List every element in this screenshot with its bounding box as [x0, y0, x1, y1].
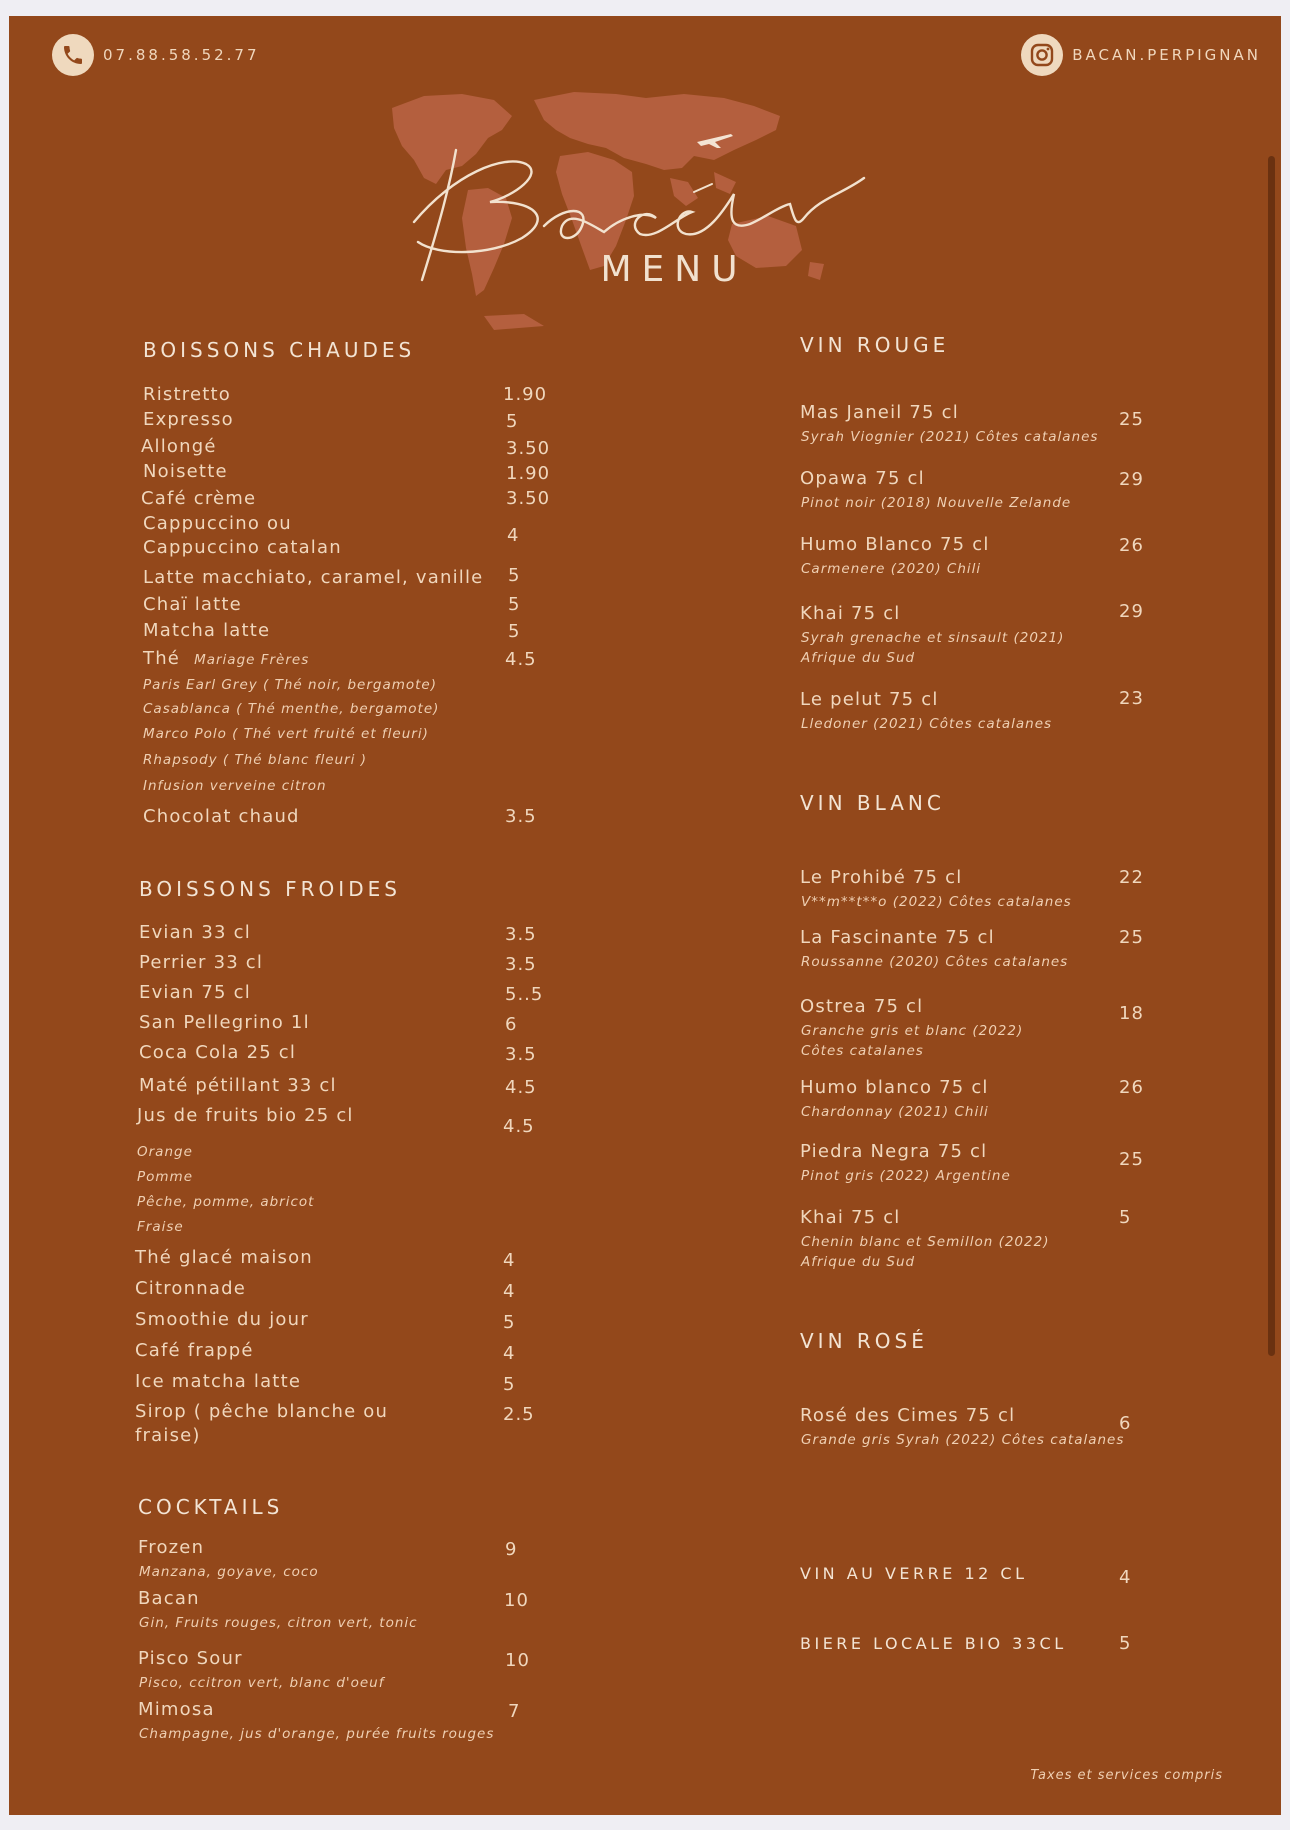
- menu-item: Noisette: [143, 461, 228, 482]
- menu-item: Smoothie du jour: [135, 1309, 309, 1330]
- heading-boissons-chaudes: BOISSONS CHAUDES: [143, 338, 416, 362]
- tea-variety: Casablanca ( Thé menthe, bergamote): [143, 701, 440, 717]
- wine-price: 6: [1119, 1413, 1132, 1434]
- menu-price: 4: [503, 1250, 516, 1271]
- wine-name: Khai 75 cl: [800, 603, 901, 624]
- wine-name: Rosé des Cimes 75 cl: [800, 1405, 1016, 1426]
- menu-item: Evian 75 cl: [139, 982, 251, 1003]
- wine-name: Opawa 75 cl: [800, 468, 925, 489]
- juice-flavor: Pêche, pomme, abricot: [137, 1194, 315, 1210]
- wine-name: Le Prohibé 75 cl: [800, 867, 963, 888]
- wine-price: 23: [1119, 688, 1144, 709]
- menu-item: Cappuccino ou: [143, 513, 292, 534]
- menu-price: 6: [505, 1014, 518, 1035]
- menu-item: Allongé: [141, 436, 217, 457]
- menu-price: 3.5: [505, 954, 537, 975]
- menu-price: 10: [505, 1650, 530, 1671]
- wine-name: Khai 75 cl: [800, 1207, 901, 1228]
- menu-item-desc: Pisco, ccitron vert, blanc d'oeuf: [139, 1675, 385, 1691]
- menu-price: 5: [503, 1312, 516, 1333]
- bacan-logo-text: Bacan: [406, 284, 410, 285]
- menu-price: 4: [503, 1281, 516, 1302]
- tea-variety: Marco Polo ( Thé vert fruité et fleuri): [143, 726, 429, 742]
- menu-price: 4: [503, 1343, 516, 1364]
- menu-price: 4.5: [503, 1116, 535, 1137]
- menu-item: Coca Cola 25 cl: [139, 1042, 297, 1063]
- wine-price: 29: [1119, 601, 1144, 622]
- wine-desc-line2: Afrique du Sud: [801, 1254, 916, 1270]
- tea-variety: Paris Earl Grey ( Thé noir, bergamote): [143, 677, 437, 693]
- menu-title: MENU: [600, 249, 748, 290]
- menu-price: 1.90: [506, 463, 551, 484]
- wine-desc: Carmenere (2020) Chili: [801, 561, 982, 577]
- menu-item: Ice matcha latte: [135, 1371, 302, 1392]
- heading-vin-rose: VIN ROSÉ: [800, 1329, 928, 1353]
- menu-item: Maté pétillant 33 cl: [139, 1075, 337, 1096]
- wine-price: 25: [1119, 1149, 1144, 1170]
- wine-price: 18: [1119, 1003, 1144, 1024]
- menu-price: 4: [507, 525, 520, 546]
- menu-item: Chocolat chaud: [143, 806, 300, 827]
- heading-vin-blanc: VIN BLANC: [800, 791, 945, 815]
- wine-price: 22: [1119, 867, 1144, 888]
- menu-price: 3.5: [505, 806, 537, 827]
- wine-desc: Grande gris Syrah (2022) Côtes catalanes: [801, 1432, 1125, 1448]
- menu-item: Chaï latte: [143, 594, 242, 615]
- wine-price: 5: [1119, 1207, 1132, 1228]
- tea-variety: Infusion verveine citron: [143, 778, 327, 794]
- wine-name: Humo Blanco 75 cl: [800, 534, 990, 555]
- instagram-icon: [1021, 34, 1063, 76]
- scrollbar[interactable]: [1268, 156, 1275, 1356]
- menu-price: 3.5: [505, 1044, 537, 1065]
- menu-item: Evian 33 cl: [139, 922, 251, 943]
- menu-item: Bacan: [138, 1588, 200, 1609]
- vin-au-verre: VIN AU VERRE 12 CL: [800, 1564, 1028, 1583]
- menu-price: 1.90: [503, 384, 548, 405]
- wine-desc: Syrah Viognier (2021) Côtes catalanes: [801, 429, 1099, 445]
- menu-price: 5: [503, 1374, 516, 1395]
- wine-desc: Syrah grenache et sinsault (2021): [801, 630, 1065, 646]
- wine-price: 26: [1119, 1077, 1144, 1098]
- menu-item: Citronnade: [135, 1278, 246, 1299]
- wine-name: Humo blanco 75 cl: [800, 1077, 989, 1098]
- wine-price: 29: [1119, 469, 1144, 490]
- instagram-contact[interactable]: [1021, 34, 1261, 76]
- wine-name: La Fascinante 75 cl: [800, 927, 995, 948]
- menu-price: 2.5: [503, 1404, 535, 1425]
- phone-contact[interactable]: [52, 34, 260, 76]
- menu-item: San Pellegrino 1l: [139, 1012, 310, 1033]
- menu-price: 3.5: [505, 924, 537, 945]
- wine-desc: Pinot noir (2018) Nouvelle Zelande: [801, 495, 1072, 511]
- wine-name: Le pelut 75 cl: [800, 689, 939, 710]
- menu-price: 10: [504, 1590, 529, 1611]
- menu-item-name: Thé: [143, 648, 181, 669]
- menu-item-desc: Gin, Fruits rouges, citron vert, tonic: [139, 1615, 418, 1631]
- menu-price: 9: [505, 1539, 518, 1560]
- menu-item: Pisco Sour: [138, 1648, 243, 1669]
- wine-desc: Lledoner (2021) Côtes catalanes: [801, 716, 1053, 732]
- wine-name: Mas Janeil 75 cl: [800, 402, 959, 423]
- menu-price: 5..5: [505, 984, 544, 1005]
- wine-desc-line2: Côtes catalanes: [801, 1043, 924, 1059]
- menu-item: Latte macchiato, caramel, vanille: [143, 567, 484, 588]
- heading-boissons-froides: BOISSONS FROIDES: [139, 877, 401, 901]
- menu-item: [143, 648, 309, 669]
- juice-flavor: Pomme: [137, 1169, 194, 1185]
- biere-locale: BIERE LOCALE BIO 33CL: [800, 1634, 1067, 1653]
- menu-item: Expresso: [143, 409, 234, 430]
- wine-price: 25: [1119, 927, 1144, 948]
- wine-name: Ostrea 75 cl: [800, 996, 924, 1017]
- menu-page: [9, 16, 1281, 1815]
- menu-price: 5: [508, 565, 521, 586]
- menu-price: 4: [1119, 1567, 1132, 1588]
- wine-desc: Pinot gris (2022) Argentine: [801, 1168, 1011, 1184]
- tea-variety: Rhapsody ( Thé blanc fleuri ): [143, 752, 367, 768]
- footer-note: Taxes et services compris: [1030, 1768, 1223, 1783]
- menu-item: Frozen: [138, 1537, 205, 1558]
- menu-item: Mimosa: [138, 1699, 215, 1720]
- heading-cocktails: COCKTAILS: [138, 1495, 284, 1519]
- wine-desc: Granche gris et blanc (2022): [801, 1023, 1024, 1039]
- menu-item-desc: Manzana, goyave, coco: [139, 1564, 319, 1580]
- menu-price: 3.50: [506, 488, 551, 509]
- instagram-handle: BACAN.PERPIGNAN: [1072, 46, 1261, 64]
- wine-desc: Chardonnay (2021) Chili: [801, 1104, 989, 1120]
- menu-item: Matcha latte: [143, 620, 271, 641]
- wine-name: Piedra Negra 75 cl: [800, 1141, 988, 1162]
- juice-flavor: Orange: [137, 1144, 193, 1160]
- heading-vin-rouge: VIN ROUGE: [800, 333, 950, 357]
- wine-desc: Chenin blanc et Semillon (2022): [801, 1234, 1050, 1250]
- menu-item: Sirop ( pêche blanche ou: [135, 1401, 389, 1422]
- phone-icon: [52, 34, 94, 76]
- wine-desc: V**m**t**o (2022) Côtes catalanes: [801, 894, 1072, 910]
- menu-item-desc: Champagne, jus d'orange, purée fruits rouges: [139, 1726, 495, 1742]
- menu-item: Ristretto: [143, 384, 231, 405]
- menu-price: 7: [508, 1701, 521, 1722]
- wine-desc-line2: Afrique du Sud: [801, 650, 916, 666]
- menu-price: 4.5: [505, 1077, 537, 1098]
- wine-price: 26: [1119, 535, 1144, 556]
- menu-item: Café frappé: [135, 1340, 254, 1361]
- wine-desc: Roussanne (2020) Côtes catalanes: [801, 954, 1069, 970]
- menu-price: 3.50: [506, 438, 551, 459]
- phone-number: 07.88.58.52.77: [103, 46, 260, 64]
- menu-price: 4.5: [505, 649, 537, 670]
- menu-price: 5: [508, 621, 521, 642]
- juice-flavor: Fraise: [137, 1219, 184, 1235]
- menu-price: 5: [506, 411, 519, 432]
- menu-item: Perrier 33 cl: [139, 952, 264, 973]
- menu-price: 5: [1119, 1633, 1132, 1654]
- menu-item-line2: Cappuccino catalan: [143, 537, 342, 558]
- menu-item: Jus de fruits bio 25 cl: [137, 1105, 354, 1126]
- menu-price: 5: [508, 594, 521, 615]
- menu-item-line2: fraise): [135, 1425, 201, 1446]
- tea-brand: Mariage Frères: [194, 652, 310, 668]
- menu-item: Café crème: [141, 488, 257, 509]
- wine-price: 25: [1119, 409, 1144, 430]
- menu-item: Thé glacé maison: [135, 1247, 313, 1268]
